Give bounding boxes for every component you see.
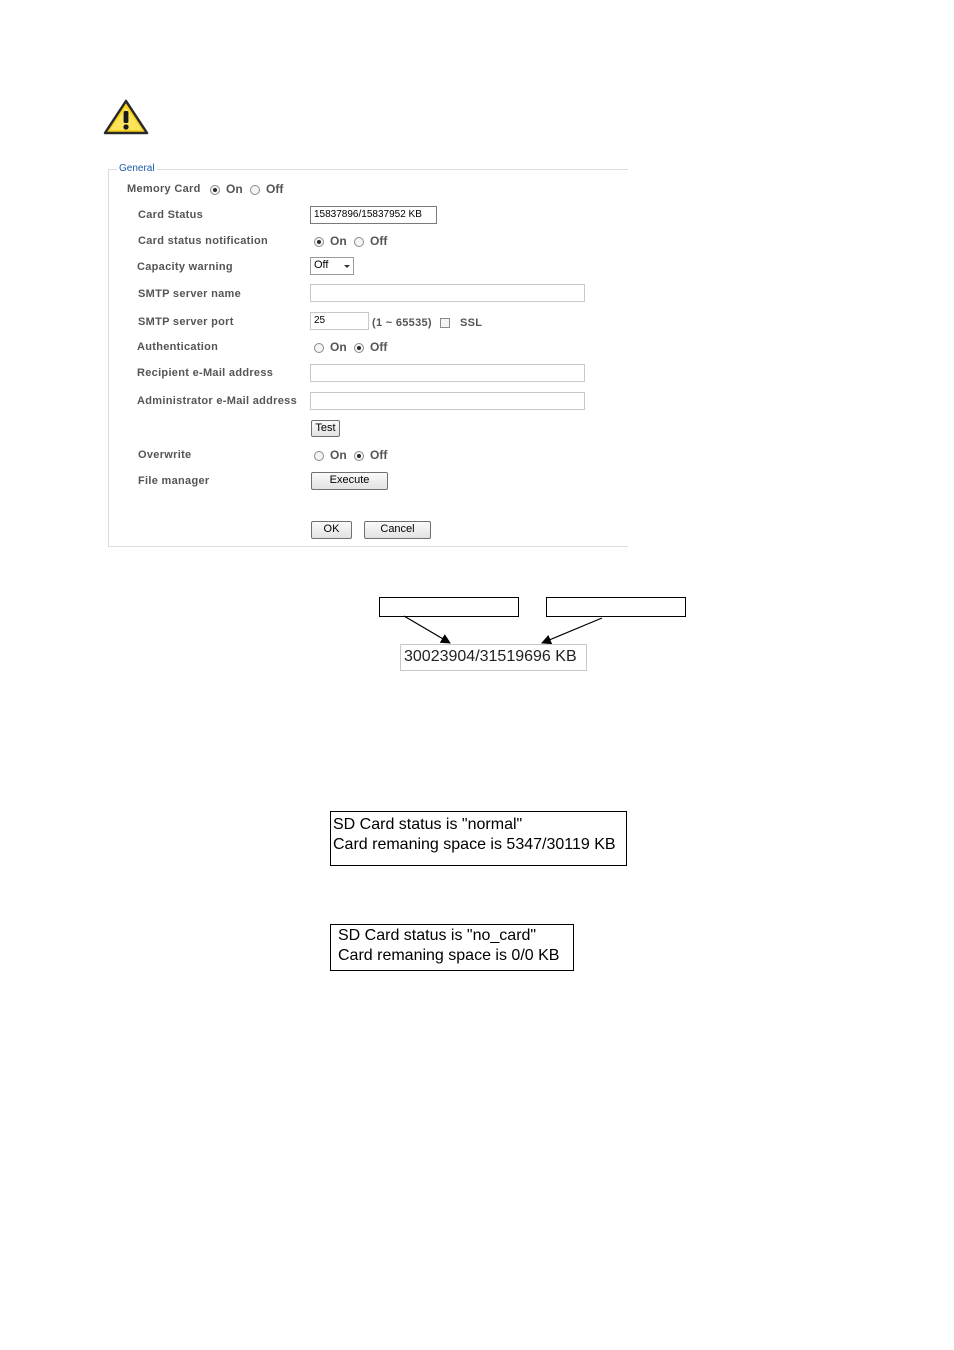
card-status-label: Card Status bbox=[138, 209, 204, 221]
capacity-warning-value: Off bbox=[314, 259, 329, 271]
notification-on-label: On bbox=[330, 234, 347, 248]
status-line: SD Card status is "normal" bbox=[333, 816, 523, 833]
overwrite-label: Overwrite bbox=[138, 449, 192, 461]
admin-email-label: Administrator e-Mail address bbox=[137, 395, 297, 407]
overwrite-on-radio[interactable] bbox=[314, 451, 324, 461]
ssl-label: SSL bbox=[460, 317, 483, 329]
authentication-off-label: Off bbox=[370, 340, 388, 354]
cancel-button[interactable]: Cancel bbox=[364, 521, 431, 539]
ssl-checkbox[interactable] bbox=[440, 318, 450, 328]
memory-card-off-radio[interactable] bbox=[250, 185, 260, 195]
status-message-no-card bbox=[330, 924, 574, 971]
arrow-used bbox=[404, 616, 450, 643]
capacity-warning-label: Capacity warning bbox=[137, 261, 233, 273]
recipient-email-input[interactable] bbox=[310, 364, 585, 382]
notification-on-radio[interactable] bbox=[314, 237, 324, 247]
authentication-label: Authentication bbox=[137, 341, 219, 353]
test-button[interactable]: Test bbox=[311, 420, 340, 437]
general-legend: General bbox=[119, 163, 155, 174]
memory-card-label: Memory Card bbox=[127, 183, 201, 195]
memory-card-off-label: Off bbox=[266, 182, 284, 196]
capacity-warning-select[interactable] bbox=[310, 257, 354, 275]
card-status-notification-label: Card status notification bbox=[138, 235, 269, 247]
arrow-total bbox=[542, 618, 602, 643]
chevron-down-icon bbox=[344, 265, 350, 268]
overwrite-on-label: On bbox=[330, 448, 347, 462]
notification-off-radio[interactable] bbox=[354, 237, 364, 247]
smtp-server-port-label: SMTP server port bbox=[138, 316, 234, 328]
ok-button[interactable]: OK bbox=[311, 521, 352, 539]
card-status-field: 15837896/15837952 KB bbox=[310, 206, 437, 224]
smtp-port-range-text: (1 ~ 65535) bbox=[372, 317, 432, 329]
space-line: Card remaning space is 0/0 KB bbox=[338, 947, 560, 964]
status-line: SD Card status is "no_card" bbox=[338, 927, 537, 944]
recipient-email-label: Recipient e-Mail address bbox=[137, 367, 274, 379]
status-message-normal bbox=[330, 811, 627, 866]
memory-card-on-label: On bbox=[226, 182, 243, 196]
smtp-server-name-input[interactable] bbox=[310, 284, 585, 302]
authentication-on-label: On bbox=[330, 340, 347, 354]
card-space-value: 30023904/31519696 KB bbox=[400, 644, 587, 671]
overwrite-off-radio[interactable] bbox=[354, 451, 364, 461]
authentication-on-radio[interactable] bbox=[314, 343, 324, 353]
file-manager-label: File manager bbox=[138, 475, 210, 487]
execute-button[interactable]: Execute bbox=[311, 472, 388, 490]
warning-icon bbox=[103, 99, 149, 135]
authentication-off-radio[interactable] bbox=[354, 343, 364, 353]
overwrite-off-label: Off bbox=[370, 448, 388, 462]
notification-off-label: Off bbox=[370, 234, 388, 248]
smtp-server-port-input[interactable]: 25 bbox=[310, 312, 369, 330]
space-line: Card remaning space is 5347/30119 KB bbox=[333, 836, 616, 853]
admin-email-input[interactable] bbox=[310, 392, 585, 410]
smtp-server-name-label: SMTP server name bbox=[138, 288, 242, 300]
memory-card-on-radio[interactable] bbox=[210, 185, 220, 195]
